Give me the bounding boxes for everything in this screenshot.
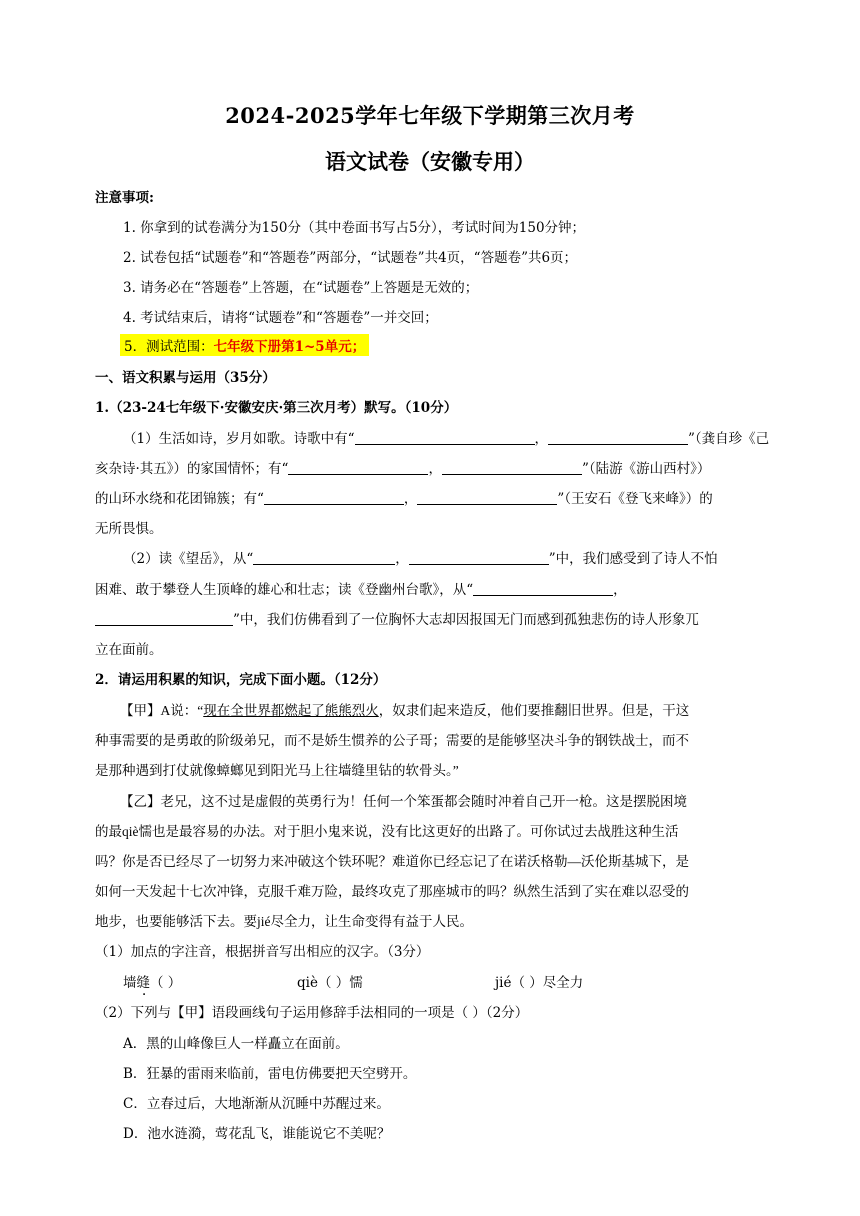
- q1-p2-line1: （2）读《望岳》，从“ ， ”中，我们感受到了诗人不怕: [123, 551, 718, 567]
- passage-yi-line5: 地步，也要能够活下去。要jié尽全力，让生命变得有益于人民。: [95, 914, 473, 929]
- subquestion-1-items: 墙缝（ ）: [123, 975, 182, 991]
- answer-paren[interactable]: （ ）: [150, 975, 182, 991]
- notice-item: 2. 试卷包括“试题卷”和“答题卷”两部分，“试题卷”共4页，“答题卷”共6页；: [123, 250, 578, 266]
- notice-item-scope: [120, 334, 369, 356]
- answer-blank[interactable]: [548, 430, 688, 445]
- answer-blank[interactable]: [288, 460, 428, 475]
- notice-heading: 注意事项:: [95, 190, 154, 206]
- passage-yi-line4: 如何一天发起十七次冲锋，克服千难万险，最终攻克了那座城市的吗？纵然生活到了实在难以忍受的: [95, 884, 689, 899]
- answer-blank[interactable]: [442, 460, 582, 475]
- question-1-title: 1.（23-24七年级下·安徽安庆·第三次月考）默写。（10分）: [95, 400, 458, 416]
- q1-p1-line3: 的山环水绕和花团锦簇；有“ ， ”（王安石《登飞来峰》）的: [95, 491, 713, 507]
- q1-p1-line4: 无所畏惧。: [95, 521, 163, 537]
- option-c[interactable]: C．立春过后，大地渐渐从沉睡中苏醒过来。: [123, 1096, 390, 1112]
- answer-blank[interactable]: [95, 611, 233, 626]
- answer-blank[interactable]: [417, 490, 557, 505]
- q1-p1-line1: （1）生活如诗，岁月如歌。诗歌中有“ ， ”（龚自珍《己: [123, 431, 770, 447]
- subquestion-1: （1）加点的字注音，根据拼音写出相应的汉字。（3分）: [95, 944, 430, 960]
- notice-item: 1. 你拿到的试卷满分为150分（其中卷面书写占5分），考试时间为150分钟；: [123, 220, 586, 236]
- answer-blank[interactable]: [253, 550, 395, 565]
- section-heading: 一、语文积累与运用（35分）: [95, 370, 276, 386]
- passage-yi-line1: 【乙】老兄，这不过是虚假的英勇行为！任何一个笨蛋都会随时冲着自己开一枪。这是摆脱困境: [120, 794, 687, 810]
- subquestion-2: （2）下列与【甲】语段画线句子运用修辞手法相同的一项是（ ）（2分）: [95, 1005, 529, 1021]
- passage-jia-line3: 是那种遇到打仗就像蟑螂见到阳光马上往墙缝里钻的软骨头。”: [95, 763, 459, 778]
- q1-p2-line3: ”中，我们仿佛看到了一位胸怀大志却因报国无门而感到孤独悲伤的诗人形象兀: [95, 608, 699, 628]
- dotted-char: 缝: [136, 975, 150, 991]
- option-b[interactable]: B．狂暴的雷雨来临前，雷电仿佛要把天空劈开。: [123, 1066, 417, 1082]
- scope-prefix: 5．测试范围：: [124, 339, 214, 355]
- answer-blank[interactable]: [473, 581, 613, 596]
- subquestion-1-item-2[interactable]: qiè（ ）懦: [297, 975, 363, 991]
- notice-item: 3. 请务必在“答题卷”上答题，在“试题卷”上答题是无效的；: [123, 280, 479, 296]
- exam-title: 2024-2025学年七年级下学期第三次月考: [225, 103, 635, 128]
- underlined-sentence: 现在全世界都燃起了熊熊烈火: [203, 703, 379, 718]
- option-d[interactable]: D．池水涟漪，莺花乱飞，谁能说它不美呢？: [123, 1126, 391, 1142]
- passage-jia-line2: 种事需要的是勇敢的阶级弟兄，而不是娇生惯养的公子哥；需要的是能够坚决斗争的钢铁战士，而不: [95, 733, 689, 748]
- notice-item: 4. 考试结束后，请将“试题卷”和“答题卷”一并交回；: [123, 310, 438, 326]
- q1-p2-line2: 困难、敢于攀登人生顶峰的雄心和壮志；读《登幽州台歌》，从“ ，: [95, 582, 627, 598]
- q1-p1-line2: 亥杂诗·其五》）的家国情怀；有“ ， ”（陆游《游山西村》）: [95, 461, 711, 477]
- scope-value: 七年级下册第1~5单元；: [213, 339, 366, 355]
- passage-jia-line1: 【甲】A说：“现在全世界都燃起了熊熊烈火，奴隶们起来造反，他们要推翻旧世界。但是，干这: [120, 703, 690, 719]
- answer-blank[interactable]: [355, 430, 535, 445]
- question-2-title: 2．请运用积累的知识，完成下面小题。（12分）: [95, 672, 387, 688]
- passage-yi-line3: 吗？你是否已经尽了一切努力来冲破这个铁环呢？难道你已经忘记了在诺沃格勒—沃伦斯基城下，是: [95, 854, 689, 869]
- passage-yi-line2: 的最qiè懦也是最容易的办法。对于胆小鬼来说，没有比这更好的出路了。可你试过去战胜这种生活: [95, 824, 679, 839]
- answer-blank[interactable]: [264, 490, 404, 505]
- option-a[interactable]: A．黑的山峰像巨人一样矗立在面前。: [123, 1036, 349, 1052]
- q1-p2-line4: 立在面前。: [95, 642, 163, 658]
- subquestion-1-item-3[interactable]: jié（ ）尽全力: [495, 975, 584, 991]
- exam-subtitle: 语文试卷（安徽专用）: [325, 149, 535, 174]
- answer-blank[interactable]: [409, 550, 549, 565]
